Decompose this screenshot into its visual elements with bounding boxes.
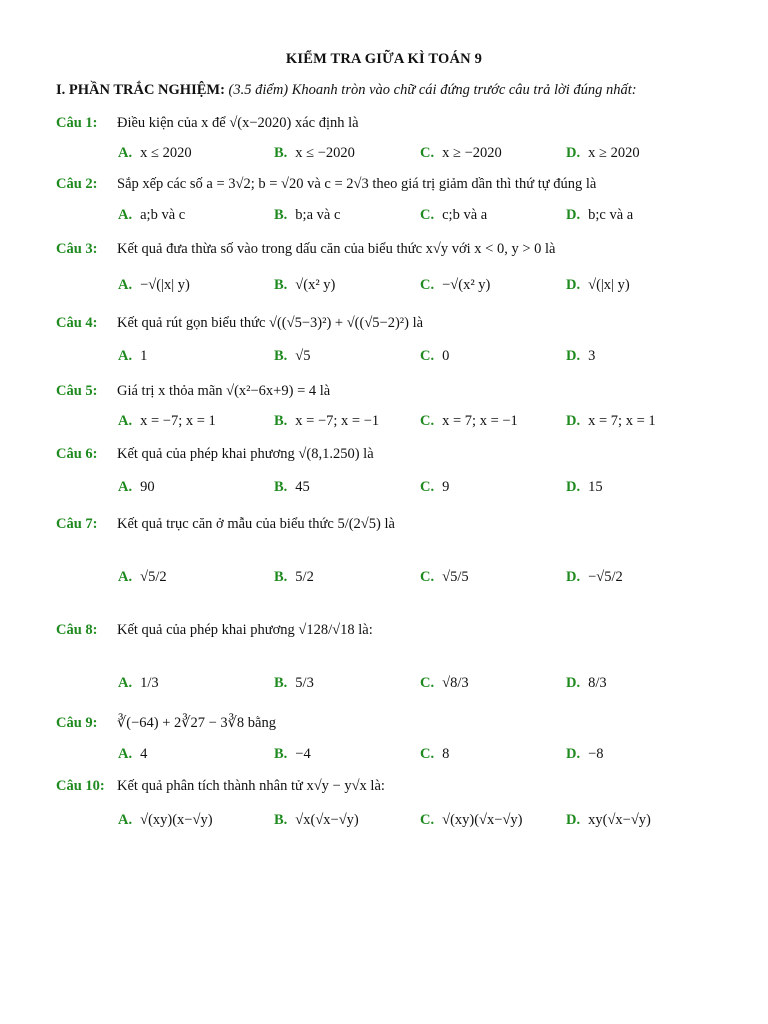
option-b[interactable]: B. √x(√x−√y) bbox=[274, 812, 359, 828]
question-label: Câu 10: bbox=[56, 778, 105, 794]
question-label: Câu 1: bbox=[56, 115, 98, 131]
option-c[interactable]: C. √(xy)(√x−√y) bbox=[420, 812, 523, 828]
question-text: Kết quả phân tích thành nhân tử x√y − y√x là: bbox=[117, 778, 385, 794]
option-a[interactable]: A. √5/2 bbox=[118, 569, 167, 585]
question-text: Kết quả đưa thừa số vào trong dấu căn của biểu thức x√y với x < 0, y > 0 là bbox=[117, 241, 556, 257]
option-d[interactable]: D. −√5/2 bbox=[566, 569, 623, 585]
option-d[interactable]: D. 8/3 bbox=[566, 675, 607, 691]
question-label: Câu 2: bbox=[56, 176, 98, 192]
option-b[interactable]: B. b;a và c bbox=[274, 207, 341, 223]
question-label: Câu 3: bbox=[56, 241, 98, 257]
question-text: Kết quả của phép khai phương √(8,1.250) là bbox=[117, 446, 374, 462]
option-b[interactable]: B. −4 bbox=[274, 746, 311, 762]
question-label: Câu 8: bbox=[56, 622, 98, 638]
option-b[interactable]: B. 5/2 bbox=[274, 569, 314, 585]
option-a[interactable]: A. 1/3 bbox=[118, 675, 159, 691]
section-heading bbox=[56, 82, 637, 99]
option-b[interactable]: B. 45 bbox=[274, 479, 310, 495]
option-b[interactable]: B. x = −7; x = −1 bbox=[274, 413, 380, 429]
option-b[interactable]: B. √5 bbox=[274, 348, 311, 364]
question-text: Giá trị x thỏa mãn √(x²−6x+9) = 4 là bbox=[117, 383, 331, 399]
option-d[interactable]: D. √(|x| y) bbox=[566, 277, 630, 293]
option-d[interactable]: D. x = 7; x = 1 bbox=[566, 413, 656, 429]
option-a[interactable]: A. a;b và c bbox=[118, 207, 186, 223]
option-c[interactable]: C. −√(x² y) bbox=[420, 277, 491, 293]
question-text: ∛(−64) + 2∛27 − 3∛8 bằng bbox=[117, 715, 276, 731]
question-text: Sắp xếp các số a = 3√2; b = √20 và c = 2√3 theo giá trị giảm dần thì thứ tự đúng là bbox=[117, 176, 597, 192]
question-label: Câu 6: bbox=[56, 446, 98, 462]
option-c[interactable]: C. c;b và a bbox=[420, 207, 488, 223]
option-c[interactable]: C. 8 bbox=[420, 746, 450, 762]
option-d[interactable]: D. −8 bbox=[566, 746, 604, 762]
option-a[interactable]: A. √(xy)(x−√y) bbox=[118, 812, 213, 828]
question-label: Câu 4: bbox=[56, 315, 98, 331]
question-text: Kết quả trục căn ở mẫu của biểu thức 5/(2√5) là bbox=[117, 516, 395, 532]
section-note: (3.5 điểm) Khoanh tròn vào chữ cái đứng trước câu trả lời đúng nhất: bbox=[228, 82, 637, 98]
question-label: Câu 9: bbox=[56, 715, 98, 731]
question-text: Kết quả rút gọn biểu thức √((√5−3)²) + √((√5−2)²) là bbox=[117, 315, 424, 331]
option-d[interactable]: D. xy(√x−√y) bbox=[566, 812, 651, 828]
option-c[interactable]: C. √5/5 bbox=[420, 569, 469, 585]
option-b[interactable]: B. x ≤ −2020 bbox=[274, 145, 355, 161]
option-a[interactable]: A. −√(|x| y) bbox=[118, 277, 190, 293]
option-d[interactable]: D. 15 bbox=[566, 479, 603, 495]
option-d[interactable]: D. b;c và a bbox=[566, 207, 634, 223]
page-title: KIỂM TRA GIỮA KÌ TOÁN 9 bbox=[285, 51, 483, 67]
question-label: Câu 7: bbox=[56, 516, 98, 532]
option-c[interactable]: C. √8/3 bbox=[420, 675, 469, 691]
option-a[interactable]: A. x ≤ 2020 bbox=[118, 145, 192, 161]
option-a[interactable]: A. x = −7; x = 1 bbox=[118, 413, 216, 429]
option-a[interactable]: A. 4 bbox=[118, 746, 148, 762]
option-c[interactable]: C. 0 bbox=[420, 348, 450, 364]
option-c[interactable]: C. 9 bbox=[420, 479, 450, 495]
option-a[interactable]: A. 90 bbox=[118, 479, 155, 495]
option-b[interactable]: B. 5/3 bbox=[274, 675, 314, 691]
question-label: Câu 5: bbox=[56, 383, 98, 399]
option-c[interactable]: C. x = 7; x = −1 bbox=[420, 413, 518, 429]
option-c[interactable]: C. x ≥ −2020 bbox=[420, 145, 502, 161]
question-text: Điều kiện của x để √(x−2020) xác định là bbox=[117, 115, 359, 131]
option-b[interactable]: B. √(x² y) bbox=[274, 277, 336, 293]
option-d[interactable]: D. 3 bbox=[566, 348, 596, 364]
section-title: I. PHẦN TRẮC NGHIỆM: bbox=[56, 82, 225, 98]
question-text: Kết quả của phép khai phương √128/√18 là: bbox=[117, 622, 373, 638]
option-a[interactable]: A. 1 bbox=[118, 348, 148, 364]
option-d[interactable]: D. x ≥ 2020 bbox=[566, 145, 640, 161]
